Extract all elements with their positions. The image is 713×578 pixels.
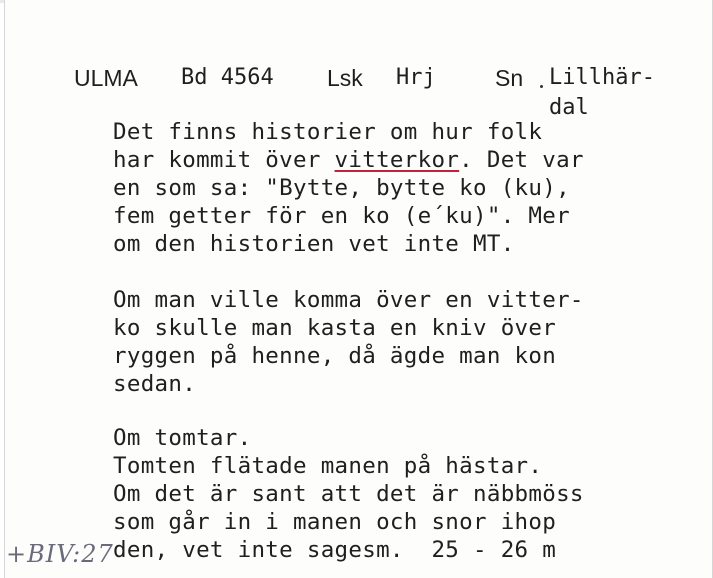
handwritten-shelfmark: +BIV:27 — [6, 540, 114, 568]
text-line: om den historien vet inte MT. — [113, 231, 515, 257]
text-line: Tomten flätade manen på hästar. — [113, 453, 543, 479]
text-line: ko skulle man kasta en kniv över — [113, 315, 557, 341]
text-line: Om det är sant att det är näbbmöss — [113, 481, 584, 507]
text-line: Om man ville komma över en vitter- — [113, 287, 584, 313]
text-line: har kommit över vitterkor. Det var — [113, 147, 584, 173]
text-line: Om tomtar. — [113, 425, 252, 451]
landskap-label: Lsk — [327, 65, 363, 91]
text-line: som går in i manen och snor ihop — [113, 509, 557, 535]
text-line: den, vet inte sagesm. 25 - 26 m — [113, 537, 557, 563]
text-line: Det finns historier om hur folk — [113, 119, 543, 145]
text-line: sedan. — [113, 371, 197, 397]
collection-code: ULMA — [74, 65, 138, 91]
header-dot — [540, 85, 543, 88]
text-line: fem getter för en ko (e´ku)". Mer — [113, 203, 570, 229]
text-line: ryggen på henne, då ägde man kon — [113, 343, 557, 369]
text-line: en som sa: "Bytte, bytte ko (ku), — [113, 175, 570, 201]
volume-number: Bd 4564 — [181, 65, 274, 90]
socken-name-line1: Lillhär- — [549, 65, 655, 90]
socken-label: Sn — [495, 65, 524, 91]
underlined-word: vitterkor — [334, 147, 460, 173]
socken-name-line2: dal — [549, 95, 589, 120]
harad-label: Hrj — [396, 65, 436, 90]
